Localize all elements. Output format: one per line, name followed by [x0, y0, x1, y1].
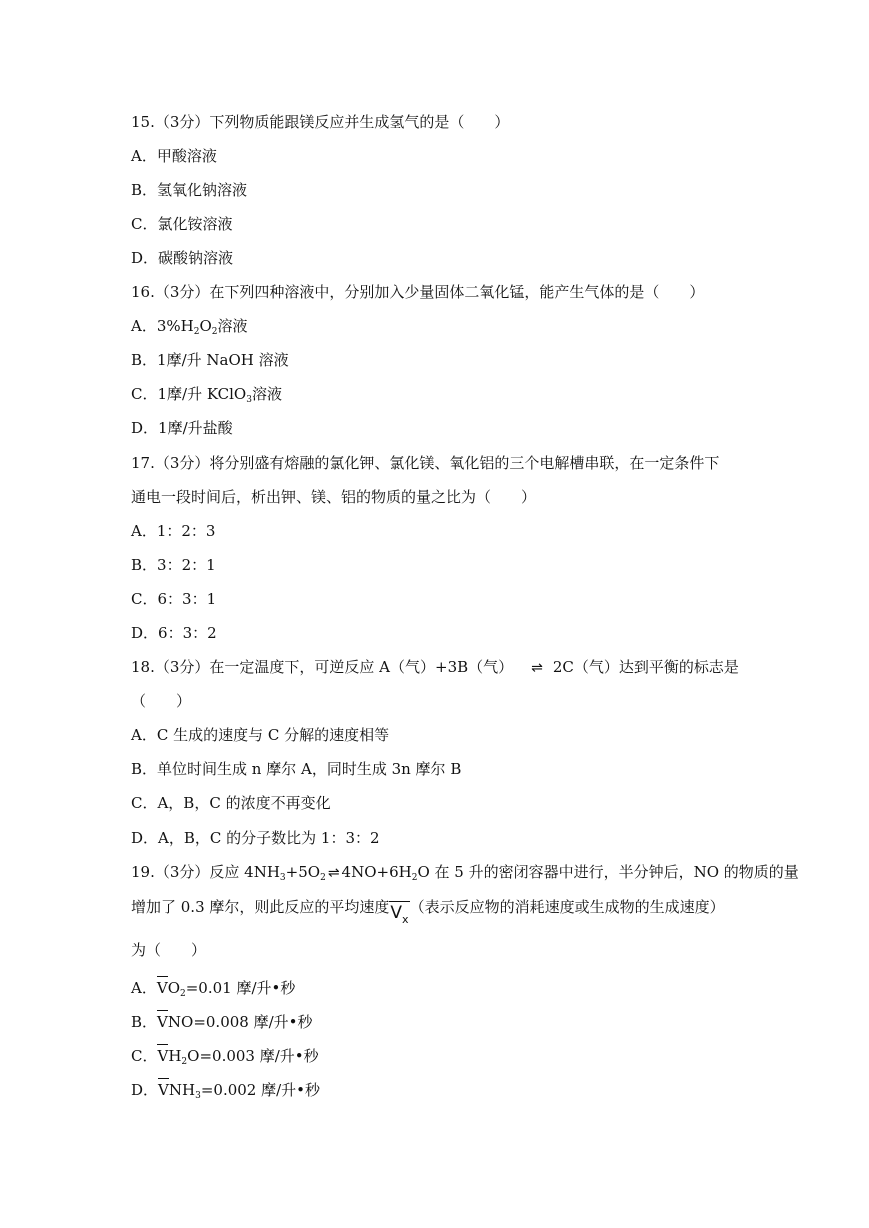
question-17-option-a: A．1：2：3 [131, 522, 216, 540]
question-19-option-a: A．$VO_2=0.01$ 摩/升•秒 [131, 976, 295, 998]
question-16-option-d: D．1摩/升盐酸 [131, 419, 233, 437]
question-19-stem-line1: 19.（3分）反应 $4NH_3+5O_2$ ⇌ $4NO+6H_2O$ 在 5 升的密闭容器中进行，半分钟后，NO 的物质的量 [131, 863, 799, 883]
question-19-stem-line3: 为（ ） [131, 941, 207, 959]
question-17-option-d: D．6：3：2 [131, 624, 217, 642]
velocity-bar-symbol: V [157, 1044, 168, 1066]
question-15-option-d: D．碳酸钠溶液 [131, 249, 234, 267]
question-19-stem-line2: 增加了 0.3 摩尔，则此反应的平均速度$V_x$（表示反应物的消耗速度或生成物的生成速度） [131, 898, 725, 926]
question-15-option-a: A．甲酸溶液 [131, 147, 217, 165]
question-15-option-c: C．氯化铵溶液 [131, 215, 233, 233]
question-19-option-c: C．$VH_2O=0.003$ 摩/升•秒 [131, 1044, 319, 1066]
question-18-option-b: B．单位时间生成 n 摩尔 A，同时生成 3n 摩尔 B [131, 760, 462, 778]
question-15-stem: 15.（3分）下列物质能跟镁反应并生成氢气的是（ ） [131, 113, 510, 131]
question-17-option-b: B．3：2：1 [131, 556, 216, 574]
velocity-bar-symbol: V [157, 976, 168, 998]
velocity-bar-symbol: V [157, 1010, 168, 1032]
reversible-arrow-icon: ⇌ [327, 865, 340, 881]
question-17-stem-line2: 通电一段时间后，析出钾、镁、铝的物质的量之比为（ ） [131, 488, 537, 506]
question-16-stem: 16.（3分）在下列四种溶液中，分别加入少量固体二氧化锰，能产生气体的是（ ） [131, 283, 705, 301]
question-16-option-c: C．1摩/升 KClO$_3$溶液 [131, 385, 282, 405]
question-19-option-b: B．VNO=0.008 摩/升•秒 [131, 1010, 313, 1032]
question-16-option-b: B．1摩/升 NaOH 溶液 [131, 351, 289, 369]
question-18-option-a: A．C 生成的速度与 C 分解的速度相等 [131, 726, 390, 744]
velocity-bar-symbol: V [158, 1078, 169, 1100]
reversible-arrow-icon: ⇌ [531, 660, 543, 676]
question-17-option-c: C．6：3：1 [131, 590, 217, 608]
question-16-option-a: A．$3\%H_2O_2$溶液 [131, 317, 248, 337]
question-15-option-b: B．氢氧化钠溶液 [131, 181, 248, 199]
average-velocity-symbol: $V_x$ [390, 903, 409, 926]
question-18-option-c: C．A，B，C 的浓度不再变化 [131, 794, 331, 812]
question-18-stem-line2: （ ） [131, 692, 192, 710]
question-18-stem-line1: 18.（3分）在一定温度下，可逆反应 A（气）+3B（气） ⇌ 2C（气）达到平衡的标志是 [131, 658, 739, 676]
question-19-option-d: D．$VNH_3=0.002$ 摩/升•秒 [131, 1078, 320, 1100]
question-18-option-d: D．A，B，C 的分子数比为 1：3：2 [131, 829, 380, 847]
question-17-stem-line1: 17.（3分）将分别盛有熔融的氯化钾、氯化镁、氧化铝的三个电解槽串联，在一定条件下 [131, 454, 720, 472]
